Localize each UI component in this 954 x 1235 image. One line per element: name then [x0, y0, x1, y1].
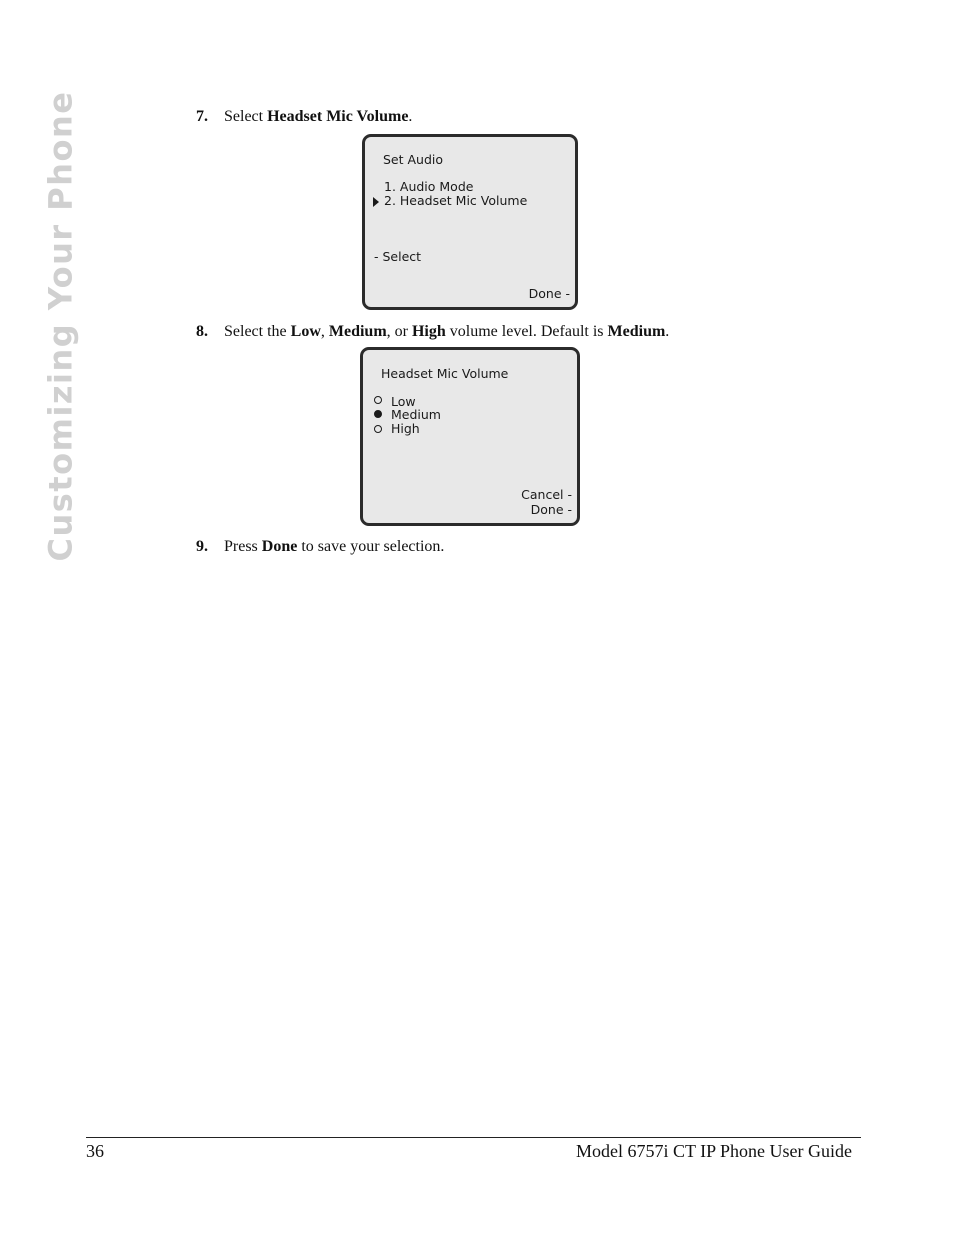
- step-text: Press: [224, 538, 262, 555]
- step-text: volume level. Default is: [445, 323, 608, 340]
- footer-divider: [86, 1137, 861, 1138]
- step-bold-term: Headset Mic Volume: [267, 108, 409, 125]
- step-text: , or: [386, 323, 412, 340]
- side-section-title-text: Customizing Your Phone: [41, 90, 80, 562]
- screen-title: Headset Mic Volume: [381, 366, 509, 381]
- step-number: 9.: [196, 538, 208, 555]
- phone-screen-set-audio: [362, 134, 578, 310]
- softkey-done[interactable]: Done -: [528, 286, 570, 301]
- softkey-done[interactable]: Done -: [530, 502, 572, 517]
- step-number: 8.: [196, 323, 208, 340]
- step-bold-term: Low: [290, 323, 321, 340]
- softkey-cancel[interactable]: Cancel -: [521, 487, 572, 502]
- page-number: 36: [86, 1141, 104, 1161]
- step-bold-term: Done: [261, 538, 298, 555]
- option-medium[interactable]: Medium: [391, 407, 441, 422]
- softkey-select[interactable]: - Select: [374, 249, 422, 264]
- step-text: Select: [224, 108, 268, 125]
- step-7: [196, 107, 412, 127]
- step-number: 7.: [196, 108, 208, 125]
- radio-medium-icon[interactable]: [374, 410, 382, 418]
- option-low[interactable]: Low: [391, 394, 416, 409]
- step-bold-term: High: [411, 323, 446, 340]
- step-bold-term: Medium: [328, 323, 387, 340]
- step-text: Select the: [224, 323, 291, 340]
- step-9: [196, 537, 444, 557]
- step-bold-term: Medium: [607, 323, 666, 340]
- selection-arrow-icon: [373, 197, 379, 207]
- menu-item-audio-mode[interactable]: 1. Audio Mode: [384, 179, 474, 194]
- step-text: ,: [320, 323, 329, 340]
- step-text: to save your selection.: [297, 538, 445, 555]
- step-text: .: [665, 323, 670, 340]
- guide-title: Model 6757i CT IP Phone User Guide: [576, 1141, 852, 1161]
- screen-title: Set Audio: [383, 152, 444, 167]
- step-8: [196, 322, 669, 342]
- step-text: .: [408, 108, 413, 125]
- radio-low-icon[interactable]: [374, 396, 382, 404]
- phone-screen-headset-mic-volume: [360, 347, 580, 526]
- radio-high-icon[interactable]: [374, 425, 382, 433]
- option-high[interactable]: High: [391, 421, 420, 436]
- side-section-title: [41, 90, 80, 562]
- menu-item-headset-mic-volume[interactable]: 2. Headset Mic Volume: [384, 193, 528, 208]
